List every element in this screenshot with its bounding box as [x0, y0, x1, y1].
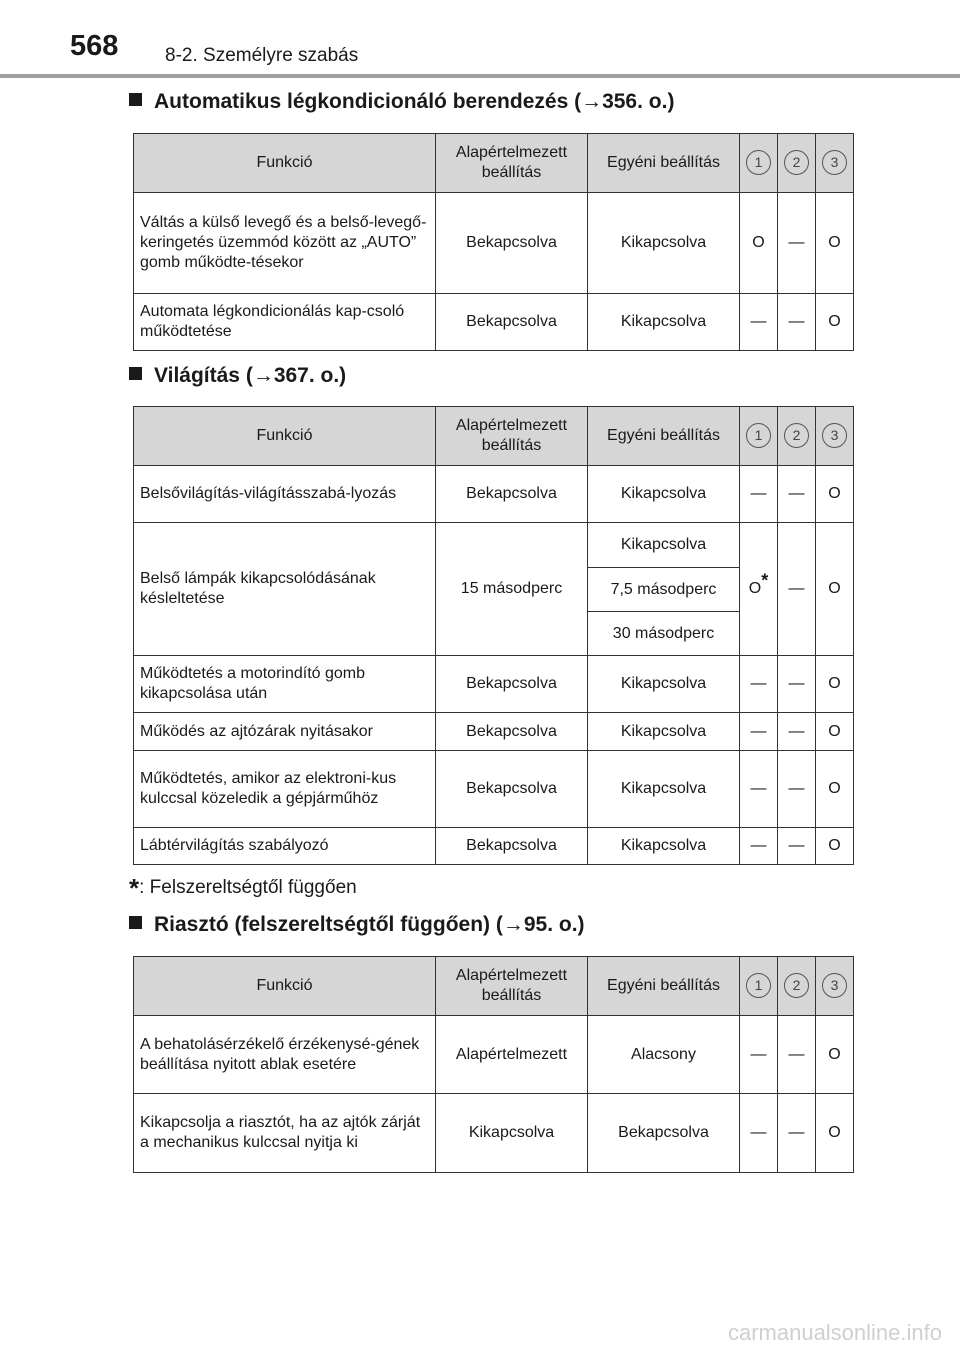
- circled-number-icon: 1: [746, 150, 771, 175]
- default-cell: Bekapcsolva: [436, 294, 588, 351]
- function-cell: A behatolásérzékelő érzékenysé-gének beállítása nyitott ablak esetére: [134, 1016, 436, 1094]
- method-1-cell: O*: [740, 523, 778, 656]
- col-header-1: [740, 134, 778, 193]
- page-number: 568: [70, 30, 119, 62]
- method-2-cell: —: [778, 1016, 816, 1094]
- default-cell: Bekapcsolva: [436, 828, 588, 865]
- method-3-cell: O: [816, 466, 854, 523]
- table-header-row: [134, 134, 854, 193]
- default-cell: Alapértelmezett: [436, 1016, 588, 1094]
- table-header-row: [134, 957, 854, 1016]
- footnote: [129, 873, 357, 904]
- custom-option-cell: Kikapcsolva: [588, 523, 740, 568]
- custom-cell: Kikapcsolva: [588, 193, 740, 294]
- settings-table-alarm: [133, 956, 854, 1173]
- method-2-cell: —: [778, 294, 816, 351]
- footnote-marker: *: [129, 873, 140, 903]
- function-cell: Automata légkondicionálás kap-csoló működtetése: [134, 294, 436, 351]
- col-header-3: [816, 134, 854, 193]
- table-row: [134, 656, 854, 713]
- watermark: carmanualsonline.info: [727, 1320, 942, 1345]
- default-cell: Bekapcsolva: [436, 656, 588, 713]
- function-cell: Működtetés, amikor az elektroni-kus kulccsal közeledik a gépjárműhöz: [134, 751, 436, 828]
- col-header-2: [778, 957, 816, 1016]
- square-bullet-icon: [129, 367, 142, 380]
- method-1-cell: —: [740, 466, 778, 523]
- table-row: [134, 751, 854, 828]
- table-row: [134, 1016, 854, 1094]
- method-3-cell: O: [816, 193, 854, 294]
- default-cell: Bekapcsolva: [436, 193, 588, 294]
- col-header-default: Alapértelmezett beállítás: [436, 957, 588, 1016]
- settings-table-climate: [133, 133, 854, 351]
- method-1-cell: O: [740, 193, 778, 294]
- method-2-cell: —: [778, 713, 816, 751]
- col-header-3: [816, 957, 854, 1016]
- function-cell: Működtetés a motorindító gomb kikapcsolása után: [134, 656, 436, 713]
- method-3-cell: O: [816, 1094, 854, 1173]
- method-3-cell: O: [816, 1016, 854, 1094]
- table-row: [134, 828, 854, 865]
- method-1-cell: —: [740, 713, 778, 751]
- footnote-marker: *: [761, 570, 769, 591]
- method-2-cell: —: [778, 523, 816, 656]
- circled-number-icon: 2: [784, 973, 809, 998]
- custom-cell: Kikapcsolva: [588, 466, 740, 523]
- method-1-cell: —: [740, 828, 778, 865]
- table-row: [134, 466, 854, 523]
- function-cell: Belső lámpák kikapcsolódásának késleltetése: [134, 523, 436, 656]
- method-3-cell: O: [816, 751, 854, 828]
- col-header-2: [778, 134, 816, 193]
- header-divider: [0, 74, 960, 78]
- col-header-custom: Egyéni beállítás: [588, 407, 740, 466]
- custom-cell: Kikapcsolva: [588, 294, 740, 351]
- col-header-custom: Egyéni beállítás: [588, 134, 740, 193]
- col-header-1: [740, 407, 778, 466]
- method-3-cell: O: [816, 713, 854, 751]
- col-header-function: Funkció: [134, 134, 436, 193]
- custom-option-cell: 30 másodperc: [588, 612, 740, 656]
- table-row: [134, 1094, 854, 1173]
- method-2-cell: —: [778, 1094, 816, 1173]
- method-2-cell: —: [778, 466, 816, 523]
- circled-number-icon: 3: [822, 150, 847, 175]
- section-title-lighting: Világítás (→367. o.): [129, 364, 346, 388]
- col-header-custom: Egyéni beállítás: [588, 957, 740, 1016]
- col-header-default: Alapértelmezett beállítás: [436, 407, 588, 466]
- circled-number-icon: 2: [784, 423, 809, 448]
- default-cell: 15 másodperc: [436, 523, 588, 656]
- table-row: [134, 713, 854, 751]
- custom-cell: Kikapcsolva: [588, 828, 740, 865]
- default-cell: Bekapcsolva: [436, 713, 588, 751]
- section-title-climate: Automatikus légkondicionáló berendezés (→356. o.): [129, 90, 674, 114]
- col-header-default: Alapértelmezett beállítás: [436, 134, 588, 193]
- default-cell: Bekapcsolva: [436, 466, 588, 523]
- section-title-alarm: Riasztó (felszereltségtől függően) (→95. o.): [129, 913, 585, 937]
- col-header-function: Funkció: [134, 407, 436, 466]
- square-bullet-icon: [129, 93, 142, 106]
- method-2-cell: —: [778, 656, 816, 713]
- chapter-title: 8-2. Személyre szabás: [165, 45, 359, 66]
- footnote-text: : Felszereltségtől függően: [139, 877, 357, 898]
- col-header-2: [778, 407, 816, 466]
- circled-number-icon: 1: [746, 423, 771, 448]
- custom-cell: Kikapcsolva: [588, 751, 740, 828]
- default-cell: Bekapcsolva: [436, 751, 588, 828]
- method-3-cell: O: [816, 294, 854, 351]
- page-header: [0, 0, 960, 78]
- method-1-cell: —: [740, 1016, 778, 1094]
- function-cell: Lábtérvilágítás szabályozó: [134, 828, 436, 865]
- method-1-cell: —: [740, 294, 778, 351]
- method-3-cell: O: [816, 656, 854, 713]
- method-2-cell: —: [778, 193, 816, 294]
- custom-cell: Bekapcsolva: [588, 1094, 740, 1173]
- default-cell: Kikapcsolva: [436, 1094, 588, 1173]
- custom-option-cell: 7,5 másodperc: [588, 568, 740, 612]
- custom-cell: Kikapcsolva: [588, 656, 740, 713]
- square-bullet-icon: [129, 916, 142, 929]
- circled-number-icon: 3: [822, 423, 847, 448]
- custom-cell: Alacsony: [588, 1016, 740, 1094]
- table-row: [134, 523, 854, 568]
- method-1-cell: —: [740, 656, 778, 713]
- method-2-cell: —: [778, 828, 816, 865]
- col-header-3: [816, 407, 854, 466]
- col-header-1: [740, 957, 778, 1016]
- function-cell: Belsővilágítás-világításszabá-lyozás: [134, 466, 436, 523]
- settings-table-lighting: [133, 406, 854, 865]
- circled-number-icon: 1: [746, 973, 771, 998]
- table-row: [134, 193, 854, 294]
- method-3-cell: O: [816, 828, 854, 865]
- circled-number-icon: 3: [822, 973, 847, 998]
- table-row: [134, 294, 854, 351]
- function-cell: Működés az ajtózárak nyitásakor: [134, 713, 436, 751]
- method-3-cell: O: [816, 523, 854, 656]
- method-1-cell: —: [740, 751, 778, 828]
- function-cell: Váltás a külső levegő és a belső-levegő-keringetés üzemmód között az „AUTO” gomb működte-tésekor: [134, 193, 436, 294]
- method-2-cell: —: [778, 751, 816, 828]
- custom-cell: Kikapcsolva: [588, 713, 740, 751]
- col-header-function: Funkció: [134, 957, 436, 1016]
- function-cell: Kikapcsolja a riasztót, ha az ajtók zárját a mechanikus kulccsal nyitja ki: [134, 1094, 436, 1173]
- method-1-cell: —: [740, 1094, 778, 1173]
- table-header-row: [134, 407, 854, 466]
- circled-number-icon: 2: [784, 150, 809, 175]
